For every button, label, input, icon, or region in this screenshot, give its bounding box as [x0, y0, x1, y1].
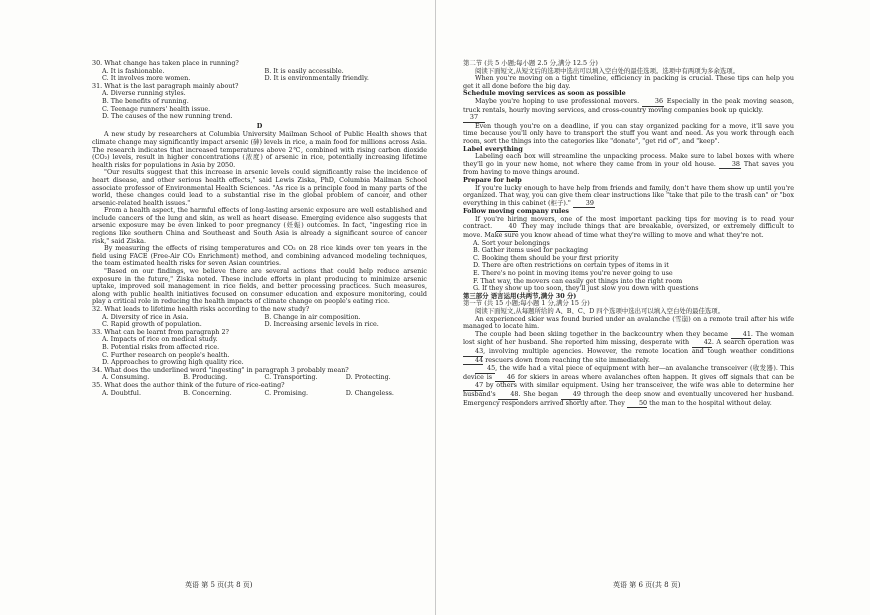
blank-49[interactable]: 49 — [561, 391, 581, 400]
q35-options — [102, 390, 427, 398]
q33-option-a: A. Impacts of rice on medical study. — [102, 335, 218, 344]
blank-37[interactable]: 37 — [463, 114, 485, 123]
blank-50[interactable]: 50 — [627, 400, 647, 409]
cloze-3-text-c: by others with similar equipment. Using her transceiver, the wife was able to determine her husband's — [463, 381, 794, 398]
cloze-paragraph-3 — [463, 365, 794, 408]
q33-option-b: B. Potential risks from affected rice. — [102, 342, 220, 351]
q30-option-a: A. It is fashionable. — [102, 66, 165, 75]
q33-option-d: D. Approaches to growing high quality rice. — [102, 358, 244, 367]
q33-stem: 33. What can be learnt from paragraph 2? — [92, 327, 229, 336]
cloze-3-text-b: for skiers in areas where avalanches often happen. It gives off signals that can be — [517, 372, 794, 381]
cloze-3-text-d: . She began — [518, 389, 559, 398]
blank-46[interactable]: 46 — [495, 374, 515, 383]
right-page — [435, 0, 870, 615]
blank-38[interactable]: 38 — [719, 161, 741, 170]
q31-option-b: B. The benefits of running. — [102, 96, 189, 105]
tip-heading-3: Prepare for help — [463, 175, 522, 184]
tip-paragraph-1-text-b: Especially in the peak moving season, truck rentals, hourly moving services, and cross-country moving companies book up quickly. — [463, 96, 794, 114]
left-page-footer: 英语 第 5 页(共 8 页) — [185, 581, 253, 589]
q34-option-a: A. Consuming. — [102, 373, 150, 382]
tip-heading-4: Follow moving company rules — [463, 207, 570, 216]
cloze-3-text-e: through the deep snow and eventually uncovered her husband. Emergency responders arrived shortly after. They — [463, 389, 794, 407]
cloze-2-text-d: , involving multiple agencies. However, the remote location and tough weather conditions — [483, 346, 794, 355]
q34-option-d: D. Protecting. — [345, 373, 391, 382]
q32-option-b: B. Change in air composition. — [264, 312, 361, 321]
tip-paragraph-5-text-a: If you're hiring movers, one of the most important packing tips for moving is to read your contract. — [463, 214, 794, 231]
q35-option-b: B. Concerning. — [183, 388, 232, 397]
passage-paragraph-5: "Based on our findings, we believe there are several actions that could help reduce arsenic exposure in the future," Ziska noted. These include efforts in plant producing to minimize arsenic uptake, improved soil management in rice fields, and better processing practices. Such measures, along with public health initiatives focused on consumer education and exposure monitoring, could play a critical role in reducing the health impacts of climate change on people's eating rice. — [92, 267, 427, 306]
part-3-instructions: 阅读下面短文,从每题所给的 A、B、C、D 四个选项中选出可以填入空白处的最佳选项。 — [475, 307, 725, 315]
tip-paragraph-1 — [463, 98, 794, 114]
option-g: G. If they show up too soon, they'll just slow you down with questions — [473, 284, 699, 293]
q34-option-c: C. Transporting. — [264, 373, 318, 382]
q32-option-c: C. Rapid growth of population. — [102, 320, 202, 329]
blank-45[interactable]: 45 — [475, 365, 495, 374]
part-3-header: 第三部分 语言运用(共两节,满分 30 分) — [463, 291, 577, 300]
passage-paragraph-3: From a health aspect, the harmful effects of long-lasting arsenic exposure are well established and include cancers of the lung and skin, as well as heart disease. Emerging evidence also suggests that arsenic exposure may be even linked to poor pregnancy (妊娠) outcomes. In fact, "ingesting rice in regions like southern China and Southeast and South Asia is already a significant source of cancer risk," said Ziska. — [92, 206, 427, 245]
cloze-3-text-f: the man to the hospital without delay. — [649, 398, 772, 407]
blank-47[interactable]: 47 — [463, 382, 483, 391]
cloze-2-text-a: The couple had been skiing together in the backcountry when they became — [475, 329, 728, 338]
left-column — [92, 60, 427, 397]
right-page-footer: 英语 第 6 页(共 8 页) — [613, 581, 681, 589]
cloze-paragraph-1: An experienced skier was found buried under an avalanche (雪崩) on a remote trail after his wife managed to locate him. — [463, 314, 794, 331]
q30-stem: 30. What change has taken place in running? — [92, 59, 239, 67]
blank-48[interactable]: 48 — [498, 391, 518, 400]
tip-paragraph-3-text-a: Labeling each box will streamline the unpacking process. Make sure to label boxes with where they'll go in your new home, not where they came from in your old house. — [463, 152, 794, 168]
passage-paragraph-1: A new study by researchers at Columbia University Mailman School of Public Health shows that climate change may significantly impact arsenic (砷) levels in rice, a main food for millions across Asia. The research indicates that increased temperatures above 2℃, combined with rising carbon dioxide (CO₂) levels, result in higher concentrations (浓度) of arsenic in rice, potentially increasing lifetime health risks for populations in Asia by 2050. — [92, 130, 427, 169]
tip-paragraph-3 — [463, 153, 794, 177]
option-d: D. There are often restrictions on certain types of items in it — [473, 261, 669, 270]
passage-paragraph-2: "Our results suggest that this increase in arsenic levels could significantly raise the incidence of heart disease, and other serious health effects," said Lewis Ziska, PhD, Columbia Mailman School associate professor of Environmental Health Sciences. "As rice is a principle food in many parts of the world, these changes could lead to a substantial rise in the global problem of cancer, and other arsenic-related health issues." — [92, 168, 427, 207]
q31-option-d: D. The causes of the new running trend. — [102, 112, 233, 121]
cloze-2-text-c: . A search operation was — [711, 338, 794, 347]
q35-option-c: C. Promising. — [264, 388, 309, 397]
q35-stem: 35. What does the author think of the future of rice-eating? — [92, 380, 285, 389]
tip-paragraph-5-text-b: They may include things that are breakable, oversized, or extremely difficult to move. Make sure you know ahead of time what they're willing to move and what they're not. — [463, 222, 794, 240]
q30-option-b: B. It is easily accessible. — [264, 66, 344, 75]
q30-option-c: C. It involves more women. — [102, 74, 191, 83]
tip-paragraph-2: Even though you're on a deadline, if you can stay organized packing for a move, it'll save you time because you'll only have to transport the stuff you want and need. As you work through each room, sort the things into the categories like "donate", "get rid of", and "keep". — [463, 121, 794, 145]
q33-option-c: C. Further research on people's health. — [102, 350, 230, 359]
option-b: B. Gather items used for packaging — [473, 246, 589, 255]
passage-paragraph-4: By measuring the effects of rising temperatures and CO₂ on 28 rice kinds over ten years in the field using FACE (Free-Air CO₂ Enrichment) method, and combining advanced modeling techniques, the team estimated health risks for seven Asian countries. — [92, 244, 427, 268]
cloze-paragraph-2 — [463, 331, 794, 365]
q31-stem: 31. What is the last paragraph mainly about? — [92, 81, 239, 90]
passage-intro: When you're moving on a tight timeline, efficiency in packing is crucial. These tips can help you get it all done before the big day. — [463, 74, 794, 90]
part-3-section-1: 第一节 (共 15 小题;每小题 1 分,满分 15 分) — [463, 299, 590, 308]
tip-paragraph-5 — [463, 216, 794, 240]
blank-40[interactable]: 40 — [496, 223, 518, 232]
tip-paragraph-4 — [463, 185, 794, 209]
option-a: A. Sort your belongings — [473, 238, 550, 247]
q31-option-a: A. Diverse running styles. — [102, 89, 186, 98]
option-e: E. There's no point in moving items you're never going to use — [473, 269, 673, 278]
section-2-instructions: 阅读下面短文,从短文后的选项中选出可以填入空白处的最佳选项。选项中有两项为多余选项。 — [475, 66, 740, 75]
blank-44[interactable]: 44 — [463, 357, 483, 366]
q32-option-d: D. Increasing arsenic levels in rice. — [264, 320, 379, 329]
cloze-3-text-a: , the wife had a vital piece of equipment with her—an avalanche transceiver (收发器). This device is — [463, 364, 794, 381]
cloze-2-text-b: . The woman lost sight of her husband. She reported him missing, desperate with — [463, 329, 794, 347]
q35-option-d: D. Changeless. — [345, 388, 394, 397]
tip-heading-2: Label everything — [463, 144, 523, 153]
q32-option-a: A. Diversity of rice in Asia. — [102, 312, 189, 321]
blank-41[interactable]: 41 — [731, 331, 751, 340]
option-c: C. Booking them should be your first priority — [473, 253, 619, 262]
q34-option-b: B. Producing. — [183, 373, 228, 382]
section-d-heading: D — [256, 121, 263, 130]
cloze-2-text-e: rescuers down from reaching the site immediately. — [485, 355, 650, 364]
q31-option-c: C. Teenage runners' health issue. — [102, 104, 211, 113]
blank-43[interactable]: 43 — [463, 348, 483, 357]
tip-paragraph-3-text-b: That saves you from having to move things around. — [463, 159, 794, 177]
blank-42[interactable]: 42 — [692, 339, 712, 348]
blank-36[interactable]: 36 — [642, 98, 664, 107]
q30-option-d: D. It is environmentally friendly. — [264, 74, 369, 83]
section-2-header: 第二节 (共 5 小题;每小题 2.5 分,满分 12.5 分) — [463, 59, 598, 67]
q35-option-a: A. Doubtful. — [102, 388, 141, 397]
tip-paragraph-4-text: If you're lucky enough to have help from friends and family, don't have them show up until you're organized. That way, you can give them clear instructions like "take that pile to the trash can" or "box everything in this cabinet (柜子)." — [463, 183, 794, 207]
q34-stem: 34. What does the underlined word "ingesting" in paragraph 3 probably mean? — [92, 365, 349, 374]
right-column — [463, 60, 794, 408]
tip-paragraph-1-text-a: Maybe you're hoping to use professional movers. — [475, 96, 640, 105]
blank-39[interactable]: 39 — [573, 200, 595, 209]
option-f: F. That way, the movers can easily get things into the right room — [473, 276, 683, 285]
tip-heading-1: Schedule moving services as soon as possible — [463, 89, 626, 98]
q32-stem: 32. What leads to lifetime health risks according to the new study? — [92, 305, 310, 313]
